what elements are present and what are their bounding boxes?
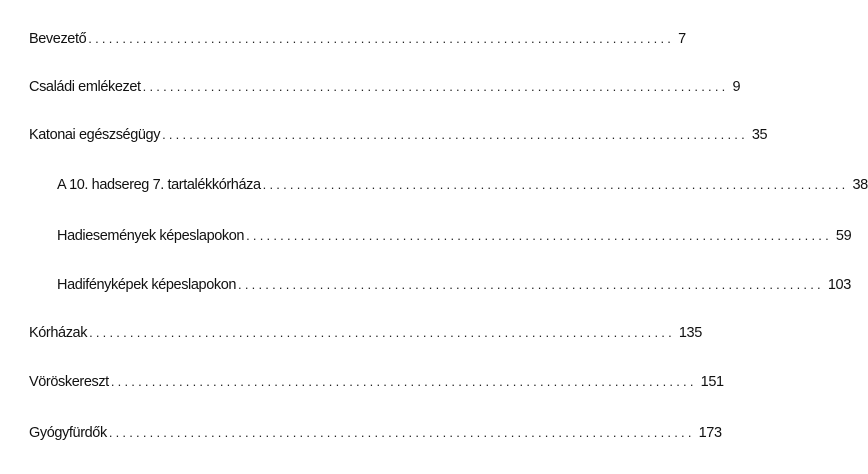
toc-entry-page-number: 9 [732,79,741,95]
dot-leader: ...................................................................................... [88,31,675,46]
dot-leader: ...................................................................................... [246,228,832,243]
toc-entry-title: Katonai egészségügy [29,127,161,143]
toc-entry-title: Vöröskereszt [29,374,109,390]
toc-entry-bevezeto[interactable] [29,30,686,48]
toc-subentry-hadiesemenyek[interactable] [57,227,852,245]
toc-entry-page-number: 151 [700,374,724,390]
toc-entry-title: Gyógyfürdők [29,425,107,441]
toc-entry-title: Bevezető [29,31,87,47]
dot-leader: ...................................................................................... [238,277,824,292]
toc-entry-page-number: 135 [678,325,702,341]
toc-entry-csaladi-emlekezet[interactable] [29,78,741,96]
dot-leader: ...................................................................................... [108,425,695,440]
toc-entry-title: Hadifényképek képeslapokon [57,277,237,293]
toc-entry-title: Kórházak [29,325,88,341]
dot-leader: ...................................................................................... [89,325,675,340]
dot-leader: ...................................................................................... [262,177,849,192]
toc-entry-page-number: 7 [678,31,686,47]
dot-leader: ...................................................................................... [110,374,697,389]
toc-entry-page-number: 173 [698,425,722,441]
toc-entry-title: Családi emlékezet [29,79,141,95]
toc-subentry-tartalekkorhaz[interactable] [57,176,868,194]
toc-subentry-hadifenykepek[interactable] [57,276,851,294]
toc-entry-gyogyfurdok[interactable] [29,424,722,442]
toc-entry-korhazak[interactable] [29,324,702,342]
toc-entry-page-number: 35 [751,127,768,143]
toc-entry-katonai-egeszsegugy[interactable] [29,126,768,144]
toc-entry-voroskereszt[interactable] [29,373,724,391]
toc-entry-page-number: 103 [827,277,851,293]
toc-entry-title: A 10. hadsereg 7. tartalékkórháza [57,177,261,193]
toc-entry-page-number: 59 [835,228,852,244]
dot-leader: ...................................................................................... [142,79,729,94]
dot-leader: ...................................................................................... [162,127,748,142]
toc-entry-title: Hadiesemények képeslapokon [57,228,245,244]
toc-entry-page-number: 38 [852,177,868,193]
